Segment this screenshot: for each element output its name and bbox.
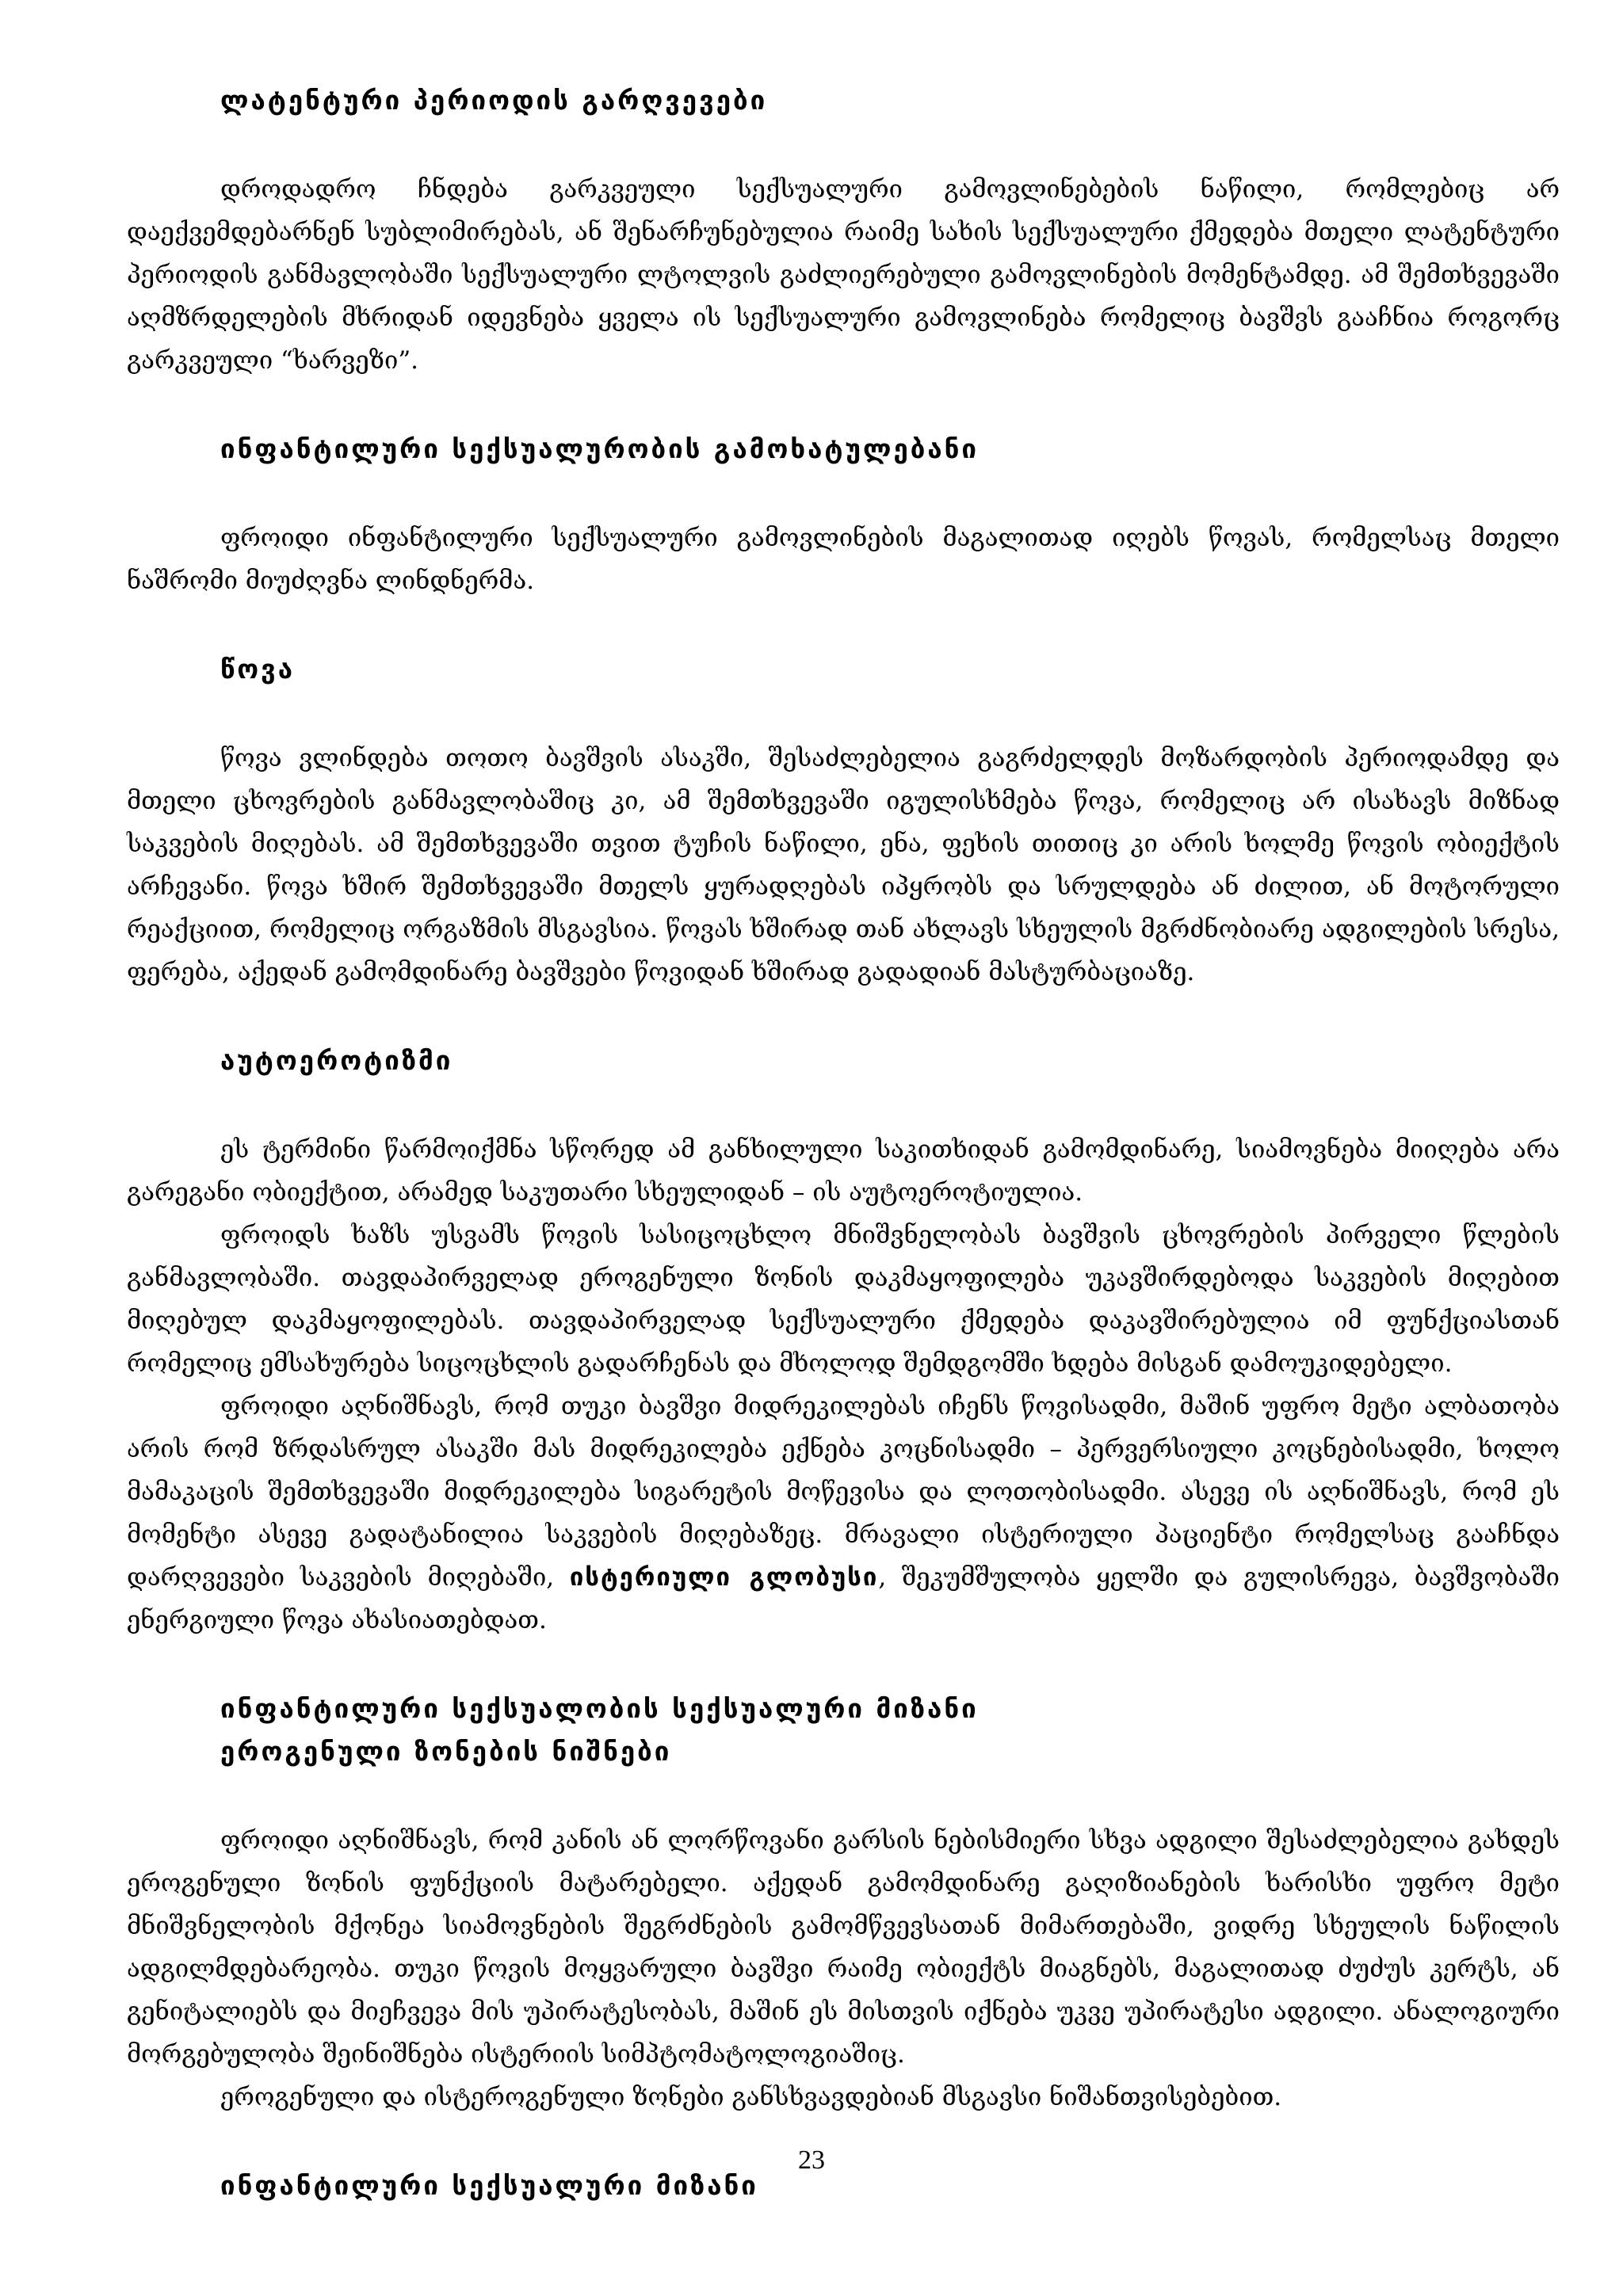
section-heading-line: ინფანტილური სექსუალობის სექსუალური მიზანი: [220, 1693, 979, 1724]
section-erogenous-zones: [127, 1688, 1560, 2119]
section-heading: [220, 1688, 1560, 1773]
paragraph: დროდადრო ჩნდება გარკვეული სექსუალური გამოვლინებების ნაწილი, რომლებიც არ დაექვემდებარნენ სუბლიმირებას, ან შენარჩუნებულია რაიმე სახის სექსუალური ქმედება მთელი ლატენტური პერიოდის განმავლობაში სექსუალური ლტოლვის გაძლიერებული გამოვლინების მომენტამდე. ამ შემთხვევაში აღმზრდელების მხრიდან იდევნება ყველა ის სექსუალური გამოვლინება რომელიც ბავშვს გააჩნია როგორც გარკვეული “ხარვეზი”.: [127, 175, 1560, 375]
emphasized-term: ისტერიული გლობუსი: [569, 1563, 879, 1592]
paragraph-text: , შეკუმშულობა ყელში და გულისრევა, ბავშვობაში ენერგიული წოვა ახასიათებდათ.: [127, 1563, 1560, 1634]
section-heading: ლატენტური პერიოდის გარღვევები: [220, 85, 768, 116]
section-sucking: [127, 648, 1560, 994]
paragraph: [127, 1385, 1560, 1642]
document-page: [127, 79, 1560, 2207]
section-heading: წოვა: [220, 654, 296, 685]
paragraph: წოვა ვლინდება თოთო ბავშვის ასაკში, შესაძლებელია გაგრძელდეს მოზარდობის პერიოდამდე და მთელი ცხოვრების განმავლობაშიც კი, ამ შემთხვევაში იგულისხმება წოვა, რომელიც არ ისახავს მიზნად საკვების მიღებას. ამ შემთხვევაში თვით ტუჩის ნაწილი, ენა, ფეხის თითიც კი არის ხოლმე წოვის ობიექტის არჩევანი. წოვა ხშირ შემთხვევაში მთელს ყურადღებას იპყრობს და სრულდება ან ძილით, ან მოტორული რეაქციით, რომელიც ორგაზმის მსგავსია. წოვას ხშირად თან ახლავს სხეულის მგრძნობიარე ადგილების სრესა, ფერება, აქედან გამომდინარე ბავშვები წოვიდან ხშირად გადადიან მასტურბაციაზე.: [127, 744, 1560, 986]
section-heading: ინფანტილური სექსუალური მიზანი: [220, 2170, 758, 2201]
section-latent-period: [127, 79, 1560, 382]
page-number: 23: [798, 2145, 825, 2175]
paragraph: ეს ტერმინი წარმოიქმნა სწორედ ამ განხილული საკითხიდან გამომდინარე, სიამოვნება მიიღება არა გარეგანი ობიექტით, არამედ საკუთარი სხეულიდან – ის აუტოეროტიულია.: [127, 1135, 1560, 1207]
paragraph: ფროიდი ინფანტილური სექსუალური გამოვლინების მაგალითად იღებს წოვას, რომელსაც მთელი ნაშრომი მიუძღვნა ლინდნერმა.: [127, 524, 1560, 595]
paragraph: ეროგენული და ისტეროგენული ზონები განსხვავდებიან მსგავსი ნიშანთვისებებით.: [220, 2083, 1282, 2111]
section-heading-line: ეროგენული ზონების ნიშნები: [220, 1736, 672, 1767]
section-heading: ინფანტილური სექსუალურობის გამოხატულებანი: [220, 433, 979, 464]
section-heading: აუტოეროტიზმი: [220, 1045, 453, 1076]
paragraph: ფროიდი აღნიშნავს, რომ კანის ან ლორწოვანი გარსის ნებისმიერი სხვა ადგილი შესაძლებელია გახდეს ეროგენული ზონის ფუნქციის მატარებელი. აქედან გამომდინარე გაღიზიანების ხარისხი უფრო მეტი მნიშვნელობის მქონეა სიამოვნების შეგრძნების გამომწვევსათან მიმართებაში, ვიდრე სხეულის ნაწილის ადგილმდებარეობა. თუკი წოვის მოყვარული ბავშვი რაიმე ობიექტს მიაგნებს, მაგალითად ძუძუს კერტს, ან გენიტალიებს და მიეჩვევა მის უპირატესობას, მაშინ ეს მისთვის იქნება უკვე უპირატესი ადგილი. ანალოგიური მორგებულობა შეინიშნება ისტერიის სიმპტომატოლოგიაშიც.: [127, 1826, 1560, 2069]
paragraph: ფროიდს ხაზს უსვამს წოვის სასიცოცხლო მნიშვნელობას ბავშვის ცხოვრების პირველი წლების განმავლობაში. თავდაპირველად ეროგენული ზონის დაკმაყოფილება უკავშირდებოდა საკვების მიღებით მიღებულ დაკმაყოფილებას. თავდაპირველად სექსუალური ქმედება დაკავშირებულია იმ ფუნქციასთან რომელიც ემსახურება სიცოცხლის გადარჩენას და მხოლოდ შემდგომში ხდება მისგან დამოუკიდებელი.: [127, 1221, 1560, 1378]
section-autoerotism: [127, 1039, 1560, 1642]
section-expressions: [127, 428, 1560, 602]
paragraph-text: ფროიდი აღნიშნავს, რომ თუკი ბავშვი მიდრეკილებას იჩენს წოვისადმი, მაშინ უფრო მეტი ალბათობა არის რომ ზრდასრულ ასაკში მას მიდრეკილება ექნება კოცნისადმი – პერვერსიული კოცნებისადმი, ხოლო მამაკაცის შემთხვევაში მიდრეკილება სიგარეტის მოწევისა და ლოთობისადმი. ასევე ის აღნიშნავს, რომ ეს მომენტი ასევე გადატანილია საკვების მიღებაზეც. მრავალი ისტერიული პაციენტი რომელსაც გააჩნდა დარღვევები საკვების მიღებაში,: [127, 1392, 1560, 1592]
